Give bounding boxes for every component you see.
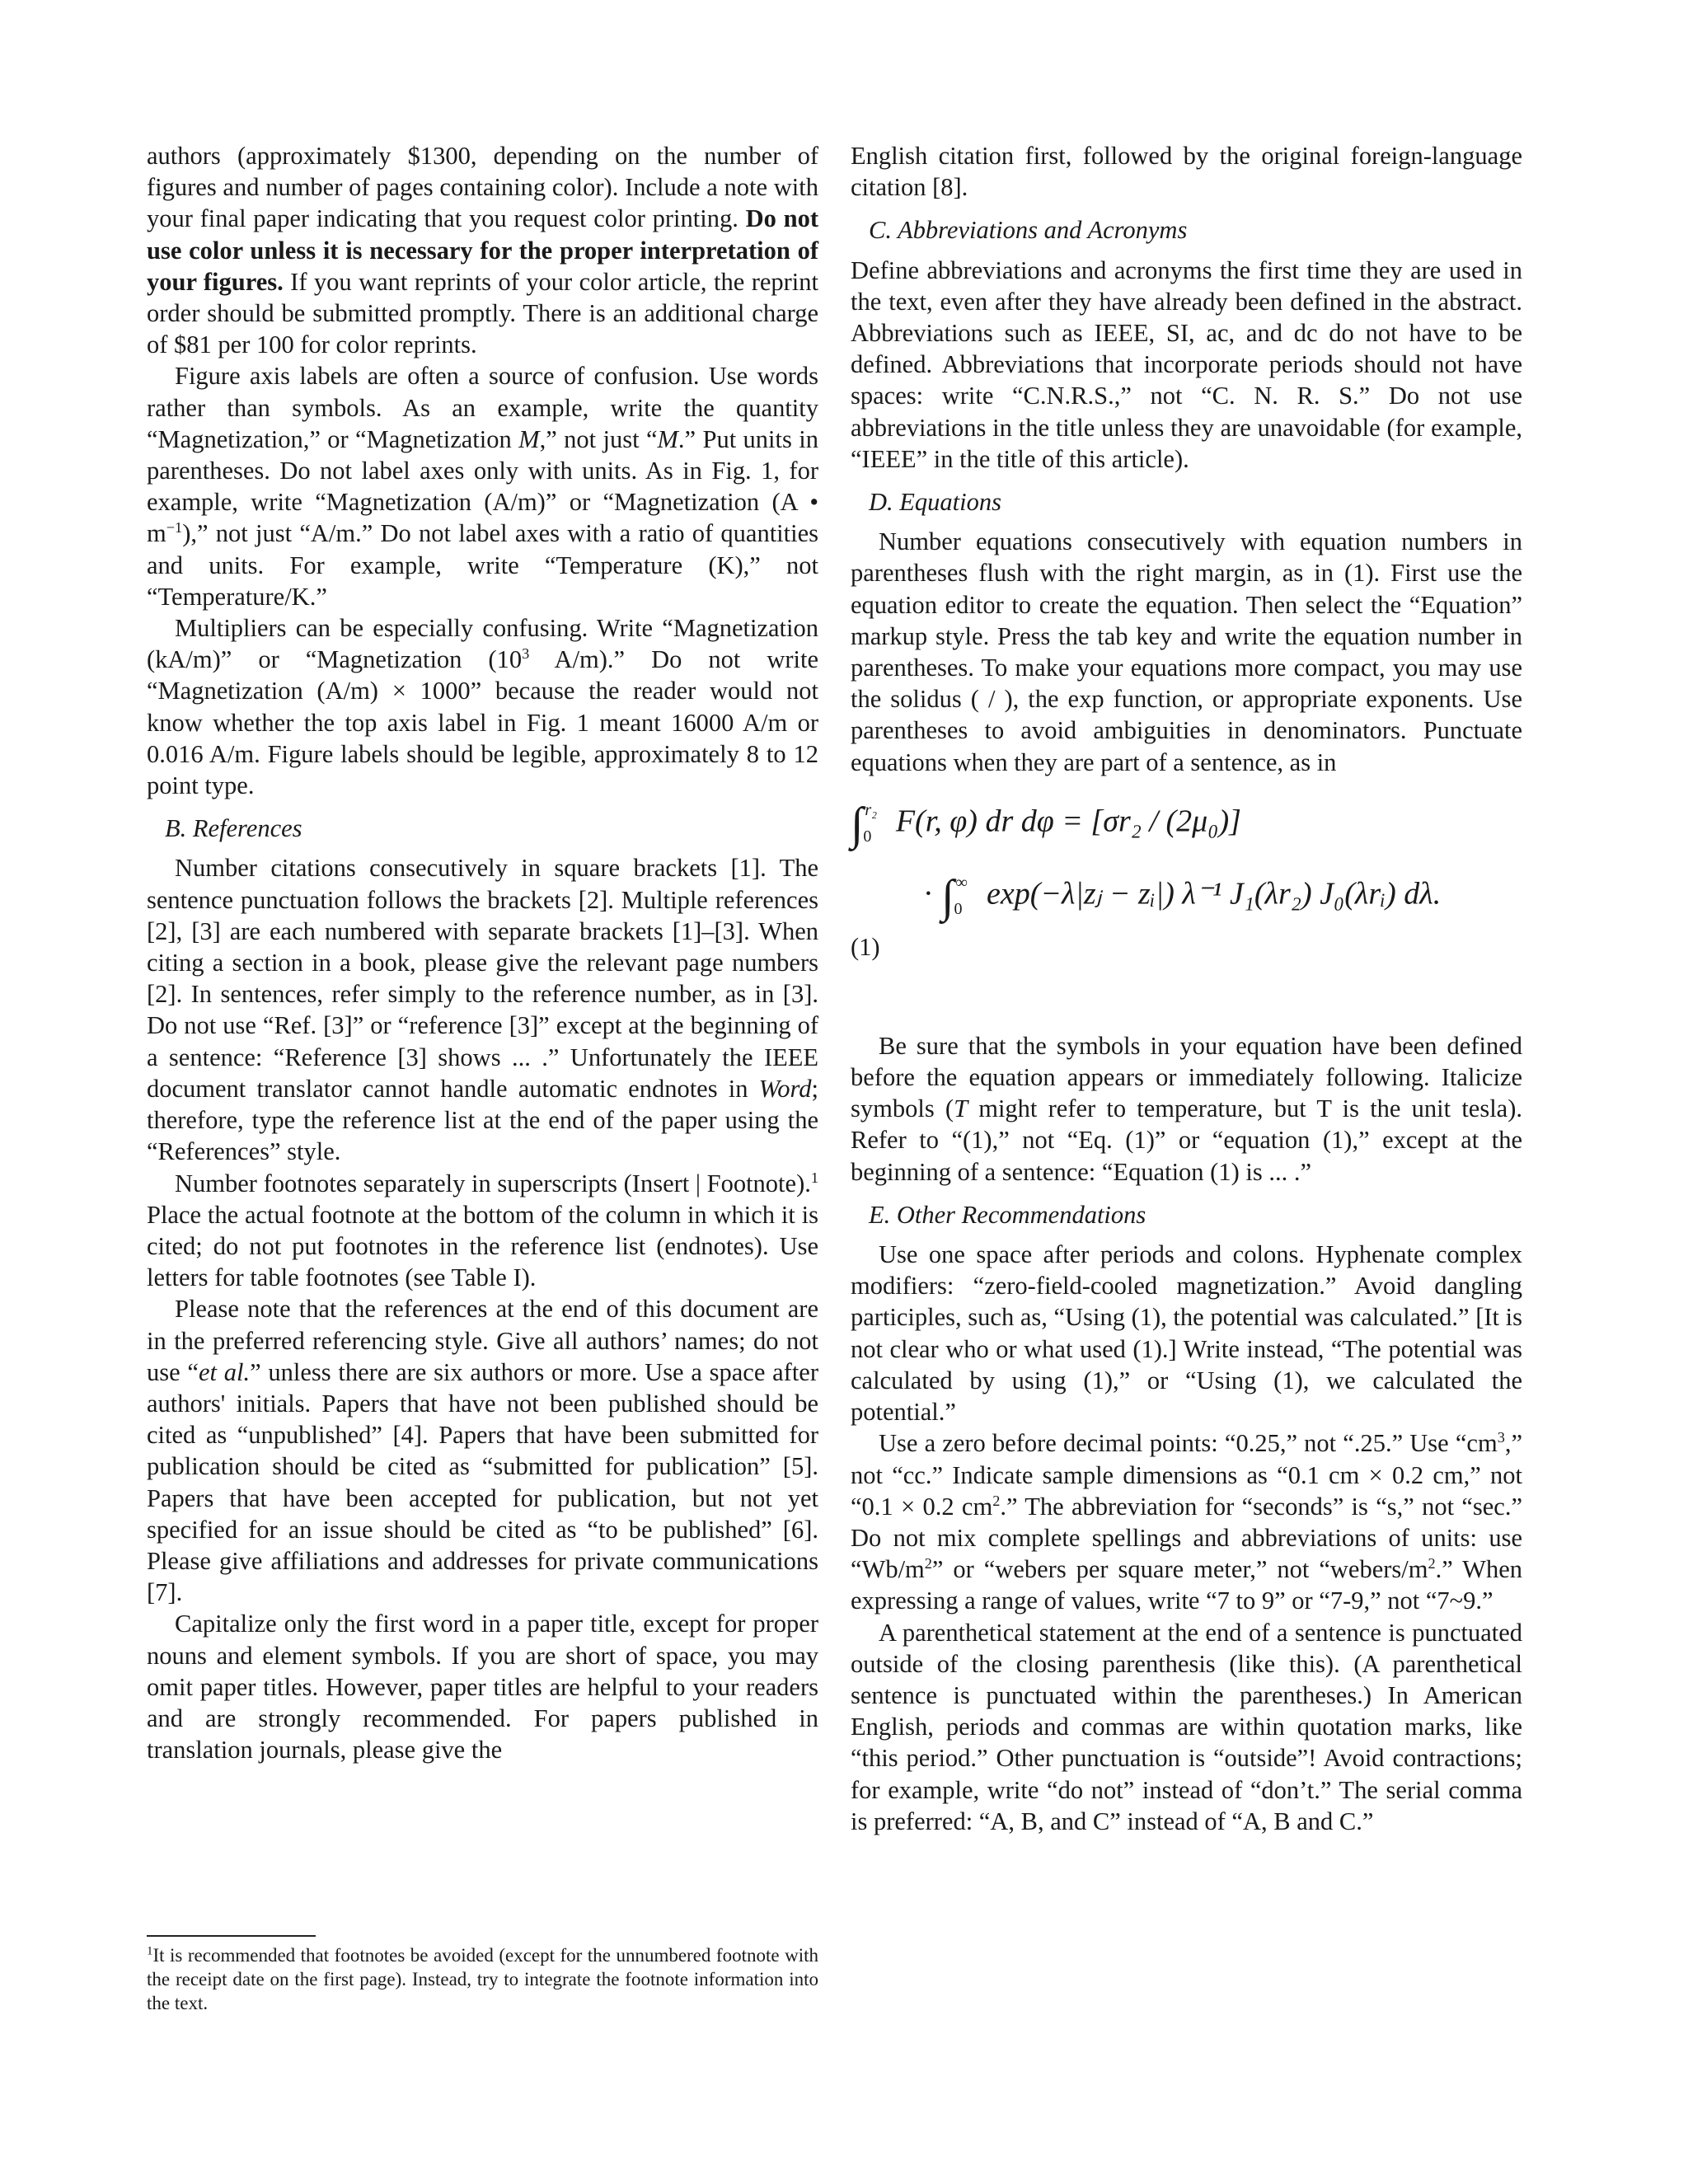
paragraph-capitalize: Capitalize only the first word in a paper title, except for proper nouns and element symbols. If you are short of space, you may omit paper titles. However, paper titles are helpful to your readers and are strongly recommended. For papers published in translation journals, please give the xyxy=(147,1610,818,1765)
integral-symbol: ∫ xyxy=(851,798,864,850)
footnote: $^1$It is recommended that footnotes be avoided (except for the unnumbered footnote with the receipt date on the first page). Instead, try to integrate the footnote information into the text. xyxy=(147,1944,818,2013)
integral-limits: r₂ 0 xyxy=(863,800,878,846)
paragraph-be-sure: Be sure that the symbols in your equation have been defined before the equation appears or immediately following. Italicize symbols (T might refer to temperature, but T is the unit tesla). Refer to “(1),” not “Eq. (1)” or “equation (1),” except at the beginning of a sentence: “Equation (1) is ... .” xyxy=(851,1031,1523,1186)
equation-number: (1) xyxy=(851,932,880,961)
paragraph-multipliers: Multipliers can be especially confusing. Write “Magnetization (kA/m)” or “Magnetization ($10^3$ A/m).” Do not write “Magnetization (A/m) × 1000” because the reader would not know whether the top axis label in Fig. 1 meant 16000 A/m or 0.016 A/m. Figure labels should be legible, approximately 8 to 12 point type. xyxy=(147,614,819,800)
section-heading-abbreviations: C. Abbreviations and Acronyms xyxy=(869,216,1188,245)
left-column xyxy=(147,140,818,1765)
footnote-divider xyxy=(147,1935,316,1937)
right-column xyxy=(851,140,1522,1837)
bold-warning: Do not use color unless it is necessary for the proper interpretation of your figures. xyxy=(147,204,818,296)
paragraph-parenthetical: A parenthetical statement at the end of a sentence is punctuated outside of the closing parenthesis (like this). (A parenthetical sentence is punctuated within the parentheses.) In American English, periods and commas are within quotation marks, like “this period.” Other punctuation is “outside”! Avoid contractions; for example, write “do not” instead of “don’t.” The serial comma is preferred: “A, B, and C” instead of “A, B and C.” xyxy=(851,1618,1522,1835)
paragraph-continued: English citation first, followed by the original foreign-language citation [8]. xyxy=(851,142,1522,202)
paragraph-color: authors (approximately $1300, depending on the number of figures and number of pages containing color). Include a note with your final paper indicating that you request color printing. Do not use color unless it is necessary for the proper interpretation of your figures. If you want reprints of your color article, the reprint order should be submitted promptly. There is an additional charge of $81 per 100 for color reprints. xyxy=(147,142,818,359)
equation-line-1: ∫ r₂ 0 F(r, φ) dr dφ = [σr₂ / (2μ₀)] xyxy=(851,798,1241,850)
section-heading-other-recommendations: E. Other Recommendations xyxy=(869,1200,1146,1229)
paragraph-spacing: Use one space after periods and colons. Hyphenate complex modifiers: “zero-field-cooled magnetization.” Avoid dangling participles, such as, “Using (1), the potential was calculated.” [It is not clear who or what used (1).] Write instead, “The potential was calculated by using (1),” or “Using (1), we calculated the potential.” xyxy=(851,1240,1522,1427)
paragraph-equations: Number equations consecutively with equation numbers in parentheses flush with the right margin, as in (1). First use the equation editor to create the equation. Then select the “Equation” markup style. Press the tab key and write the equation number in parentheses. To make your equations more compact, you may use the solidus ( / ), the exp function, or appropriate exponents. Use parentheses to avoid ambiguities in denominators. Punctuate equations when they are part of a sentence, as in xyxy=(851,527,1522,776)
paragraph-abbreviations: Define abbreviations and acronyms the first time they are used in the text, even after they have already been defined in the abstract. Abbreviations such as IEEE, SI, ac, and dc do not have to be defined. Abbreviations that incorporate periods should not have spaces: write “C.N.R.S.,” not “C. N. R. S.” Do not use abbreviations in the title unless they are unavoidable (for example, “IEEE” in the title of this article). xyxy=(851,255,1522,473)
integral-symbol: ∫ xyxy=(941,870,954,922)
paragraph-axis-labels: Figure axis labels are often a source of confusion. Use words rather than symbols. As an example, write the quantity “Magnetization,” or “Magnetization M,” not just “M.” Put units in parentheses. Do not label axes only with units. As in Fig. 1, for example, write “Magnetization (A/m)” or “Magnetization (A • $m^{-1}$),” not just “A/m.” Do not label axes with a ratio of quantities and units. For example, write “Temperature (K),” not “Temperature/K.” xyxy=(147,362,818,611)
paragraph-footnotes: Number footnotes separately in superscripts (Insert | Footnote).$^1$ Place the actual footnote at the bottom of the column in which it is cited; do not put footnotes in the reference list (endnotes). Use letters for table footnotes (see Table I). xyxy=(147,1169,818,1292)
paragraph-references: Number citations consecutively in square brackets [1]. The sentence punctuation follows the brackets [2]. Multiple references [2], [3] are each numbered with separate brackets [1]–[3]. When citing a section in a book, please give the relevant page numbers [2]. In sentences, refer simply to the reference number, as in [3]. Do not use “Ref. [3]” or “reference [3]” except at the beginning of a sentence: “Reference [3] shows ... .” Unfortunately the IEEE document translator cannot handle automatic endnotes in Word; therefore, type the reference list at the end of the paper using the “References” style. xyxy=(147,854,818,1166)
equation-1 xyxy=(851,799,1522,1014)
section-heading-equations: D. Equations xyxy=(869,488,1001,517)
section-heading-references: B. References xyxy=(165,814,302,843)
paragraph-zero-decimal: Use a zero before decimal points: “0.25,” not “.25.” Use “$cm^3$,” not “cc.” Indicate sample dimensions as “0.1 cm × 0.2 cm,” not “0.1 × 0.2 $cm^2$.” The abbreviation for “seconds” is “s,” not “sec.” Do not mix complete spellings and abbreviations of units: use “$Wb/m^2$” or “webers per square meter,” not “$webers/m^2$.” When expressing a range of values, write “7 to 9” or “7-9,” not “7~9.” xyxy=(851,1429,1523,1615)
paragraph-reference-style: Please note that the references at the end of this document are in the preferred referencing style. Give all authors’ names; do not use “et al.” unless there are six authors or more. Use a space after authors' initials. Papers that have not been published should be cited as “unpublished” [4]. Papers that have been submitted for publication should be cited as “submitted for publication” [5]. Papers that have been accepted for publication, but not yet specified for an issue should be cited as “to be published” [6]. Please give affiliations and addresses for private communications [7]. xyxy=(147,1295,818,1607)
equation-line-2: · ∫ ∞ 0 exp(−λ|zⱼ − zᵢ|) λ⁻¹ J₁(λr₂) J₀(λrᵢ) dλ. xyxy=(923,870,1442,922)
integral-limits: ∞ 0 xyxy=(954,873,968,918)
